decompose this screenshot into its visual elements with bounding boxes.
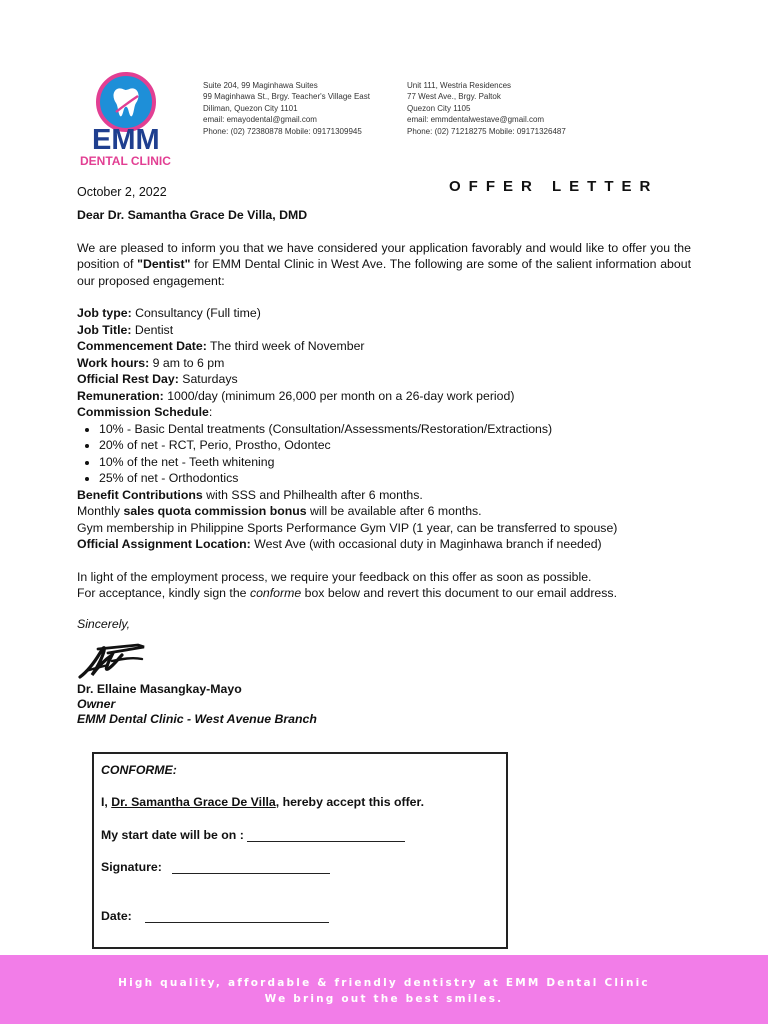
term-value: West Ave (with occasional duty in Maginhawa branch if needed) <box>250 537 602 551</box>
conforme-accept-line <box>101 795 424 809</box>
term-text: Monthly <box>77 504 124 518</box>
term-label: Job Title: <box>77 322 132 337</box>
letter-body <box>77 207 691 632</box>
term-benefit <box>77 487 691 504</box>
footer-tagline: High quality, affordable & friendly dentistry at EMM Dental Clinic <box>118 977 650 989</box>
tooth-icon <box>111 86 141 118</box>
conforme-title: CONFORME: <box>101 763 177 777</box>
intro-text: We are pleased to inform you that we have considered your application favorably and would like to offer you the position of <box>77 240 691 271</box>
term-work-hours <box>77 355 691 372</box>
term-location <box>77 536 691 553</box>
accept-text: , hereby accept this offer. <box>275 795 425 809</box>
address-line: Diliman, Quezon City 1101 <box>203 103 298 113</box>
signature-field <box>101 860 330 874</box>
term-label: Commencement Date: <box>77 339 207 353</box>
closing-paragraph <box>77 569 691 602</box>
term-label: Official Rest Day: <box>77 372 179 386</box>
letter-title: OFFER LETTER <box>449 178 659 195</box>
start-date-label: My start date will be on : <box>101 828 244 842</box>
start-date-field <box>101 828 405 842</box>
signer-block <box>77 682 317 727</box>
closing-line <box>77 585 691 602</box>
commission-item: • 25% of net - Orthodontics <box>99 470 691 487</box>
term-value: Saturdays <box>178 372 238 386</box>
signature-blank[interactable] <box>172 862 330 874</box>
term-label: Work hours: <box>77 355 150 370</box>
term-value: 1000/day (minimum 26,000 per month on a 26-day work period) <box>163 388 515 403</box>
term-bold: sales quota commission bonus <box>123 504 307 518</box>
address-email: email: emayodental@gmail.com <box>203 115 317 125</box>
term-label: Commission Schedule <box>77 405 209 419</box>
intro-position: "Dentist" <box>137 257 191 271</box>
term-text: will be available after 6 months. <box>306 504 482 518</box>
address-phone: Phone: (02) 71218275 Mobile: 09171326487 <box>407 126 566 136</box>
commission-item: • 20% of net - RCT, Perio, Prostho, Odontec <box>99 437 691 454</box>
term-commencement <box>77 338 691 355</box>
term-label: Job type: <box>77 306 132 320</box>
signer-role: Owner <box>77 697 116 711</box>
address-line: Suite 204, 99 Maginhawa Suites <box>203 81 318 90</box>
signer-branch: EMM Dental Clinic - West Avenue Branch <box>77 712 317 726</box>
term-commission-schedule <box>77 404 691 421</box>
term-rest-day <box>77 371 691 388</box>
address-email: email: emmdentalwestave@gmail.com <box>407 115 545 125</box>
accept-name: Dr. Samantha Grace De Villa <box>111 795 276 809</box>
term-label: Remuneration: <box>77 388 164 403</box>
commission-item: • 10% - Basic Dental treatments (Consultation/Assessments/Restoration/Extractions) <box>99 421 691 438</box>
date-label: Date: <box>101 909 132 923</box>
term-label: Official Assignment Location: <box>77 537 251 551</box>
conforme-box <box>92 752 508 949</box>
address-block-west-ave <box>407 80 566 137</box>
term-value: The third week of November <box>206 339 365 353</box>
clinic-logo <box>78 70 182 170</box>
footer-slogan: We bring out the best smiles. <box>264 993 504 1005</box>
term-value: Dentist <box>131 322 174 337</box>
logo-circle <box>96 72 156 132</box>
address-line: 77 West Ave., Brgy. Paltok <box>407 92 501 102</box>
closing-line: In light of the employment process, we require your feedback on this offer as soon as possible. <box>77 569 592 584</box>
term-gym: Gym membership in Philippine Sports Performance Gym VIP (1 year, can be transferred to spouse) <box>77 520 618 535</box>
closing-italic: conforme <box>249 586 302 600</box>
address-line: Quezon City 1105 <box>407 103 471 113</box>
letter-date: October 2, 2022 <box>77 185 167 199</box>
term-job-type <box>77 305 691 322</box>
term-job-title <box>77 322 691 339</box>
address-line: 99 Maginhawa St., Brgy. Teacher's Village East <box>203 92 370 102</box>
signer-name: Dr. Ellaine Masangkay-Mayo <box>77 682 242 696</box>
intro-text: for EMM Dental Clinic in West Ave. The following are some of the salient information about our proposed engagement: <box>77 257 691 288</box>
term-quota-bonus <box>77 503 691 520</box>
address-block-maginhawa <box>203 80 370 137</box>
salutation: Dear Dr. Samantha Grace De Villa, DMD <box>77 208 308 222</box>
date-field <box>101 909 329 923</box>
sincerely: Sincerely, <box>77 616 131 631</box>
footer-text <box>0 975 768 1007</box>
logo-wordmark: EMM <box>92 124 160 156</box>
closing-text: For acceptance, kindly sign the <box>77 586 250 600</box>
address-line: Unit 111, Westria Residences <box>407 81 512 90</box>
term-remuneration <box>77 388 691 405</box>
commission-list <box>99 421 691 487</box>
footer-band <box>0 955 768 1024</box>
term-colon: : <box>208 405 213 419</box>
intro-paragraph <box>77 240 691 290</box>
start-date-blank[interactable] <box>247 830 405 842</box>
terms-list <box>77 305 691 553</box>
term-value: Consultancy (Full time) <box>131 306 261 320</box>
logo-subtitle: DENTAL CLINIC <box>80 154 171 168</box>
term-value: with SSS and Philhealth after 6 months. <box>202 487 423 502</box>
signature-label: Signature: <box>101 860 162 874</box>
address-phone: Phone: (02) 72380878 Mobile: 09171309945 <box>203 126 362 136</box>
date-blank[interactable] <box>145 911 329 923</box>
closing-text: box below and revert this document to our email address. <box>301 586 617 600</box>
commission-item: • 10% of the net - Teeth whitening <box>99 454 691 471</box>
term-value: 9 am to 6 pm <box>149 355 225 370</box>
handwritten-signature <box>78 641 148 688</box>
term-label: Benefit Contributions <box>77 487 203 502</box>
accept-text: I, <box>101 795 112 809</box>
